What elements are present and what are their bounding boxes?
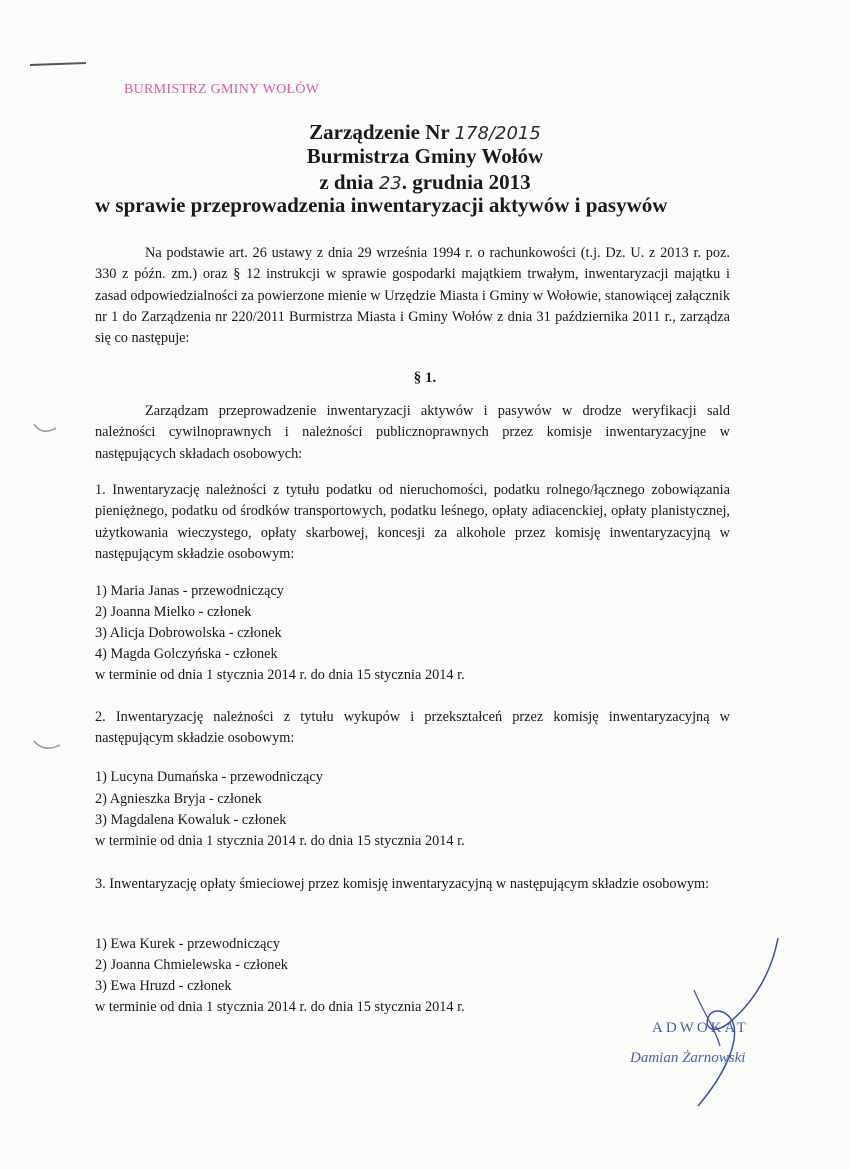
- signature: [660, 930, 790, 1110]
- handwritten-number: 178/2015: [454, 123, 541, 144]
- issuer: Burmistrza Gminy Wołów: [306, 144, 544, 168]
- handwritten-day: 23: [378, 173, 402, 194]
- item-term: w terminie od dnia 1 stycznia 2014 r. do dnia 15 stycznia 2014 r.: [95, 833, 465, 849]
- ordinance-title: [0, 120, 850, 145]
- item-2-text: 2. Inwentaryzację należności z tytułu wykupów i przekształceń przez komisję inwentaryzacyjną w następującym składzie osobowym:: [95, 709, 730, 747]
- list-item: 1) Lucyna Dumańska - przewodniczący: [95, 769, 323, 785]
- ordinance-subject: w sprawie przeprowadzenia inwentaryzacji aktywów i pasywów: [95, 193, 668, 217]
- list-item: 1) Maria Janas - przewodniczący: [95, 583, 284, 599]
- list-item: 2) Agnieszka Bryja - członek: [95, 791, 262, 807]
- list-item: 3) Ewa Hruzd - członek: [95, 978, 232, 994]
- preamble: Na podstawie art. 26 ustawy z dnia 29 września 1994 r. o rachunkowości (t.j. Dz. U. z 2013 r. poz. 330 z późn. zm.) oraz § 12 instrukcji w sprawie gospodarki majątkiem trwałym, inwentaryzacji majątku i zasad odpowiedzialności za powierzone mienie w Urzędzie Miasta i Gminy w Wołowie, stanowiącej załącznik nr 1 do Zarządzenia nr 220/2011 Burmistrza Miasta i Gminy Wołów z dnia 31 października 2011 r., zarządza się co następuje:: [95, 245, 730, 347]
- list-item: 1) Ewa Kurek - przewodniczący: [95, 936, 280, 952]
- item-1-text: 1. Inwentaryzację należności z tytułu podatku od nieruchomości, podatku rolnego/łącznego zobowiązania pieniężnego, podatku od środków transportowych, podatku leśnego, opłaty adiacenckiej, opłaty planistycznej, użytkowania wieczystego, opłaty skarbowej, koncesji za alkohole przez komisję inwentaryzacyjną w następującym składzie osobowym:: [95, 482, 730, 562]
- punch-hole-mark: [30, 418, 60, 438]
- mayor-stamp: BURMISTRZ GMINY WOŁÓW: [124, 82, 320, 97]
- section-heading: § 1.: [413, 370, 437, 386]
- title-prefix: Zarządzenie Nr: [309, 120, 455, 144]
- list-item: 2) Joanna Mielko - członek: [95, 604, 252, 620]
- staple-mark: [28, 55, 88, 75]
- list-item: 4) Magda Golczyńska - członek: [95, 646, 278, 662]
- item-term: w terminie od dnia 1 stycznia 2014 r. do dnia 15 stycznia 2014 r.: [95, 667, 465, 683]
- list-item: 2) Joanna Chmielewska - członek: [95, 957, 288, 973]
- list-item: 3) Magdalena Kowaluk - członek: [95, 812, 287, 828]
- item-term: w terminie od dnia 1 stycznia 2014 r. do dnia 15 stycznia 2014 r.: [95, 999, 465, 1015]
- list-item: 3) Alicja Dobrowolska - członek: [95, 625, 282, 641]
- lawyer-stamp-title: ADWOKAT: [652, 1020, 749, 1036]
- section-intro: Zarządzam przeprowadzenie inwentaryzacji aktywów i pasywów w drodze weryfikacji sald należności cywilnoprawnych i należności publicznoprawnych przez komisje inwentaryzacyjne w następujących składach osobowych:: [95, 403, 730, 462]
- lawyer-stamp-name: Damian Żarnowski: [630, 1050, 746, 1066]
- date-prefix: z dnia: [319, 170, 379, 194]
- punch-hole-mark: [30, 735, 64, 755]
- item-3-text: 3. Inwentaryzację opłaty śmieciowej przez komisję inwentaryzacyjną w następującym składzie osobowym:: [95, 876, 710, 892]
- date-suffix: . grudnia 2013: [401, 170, 531, 194]
- ordinance-date: [0, 170, 850, 195]
